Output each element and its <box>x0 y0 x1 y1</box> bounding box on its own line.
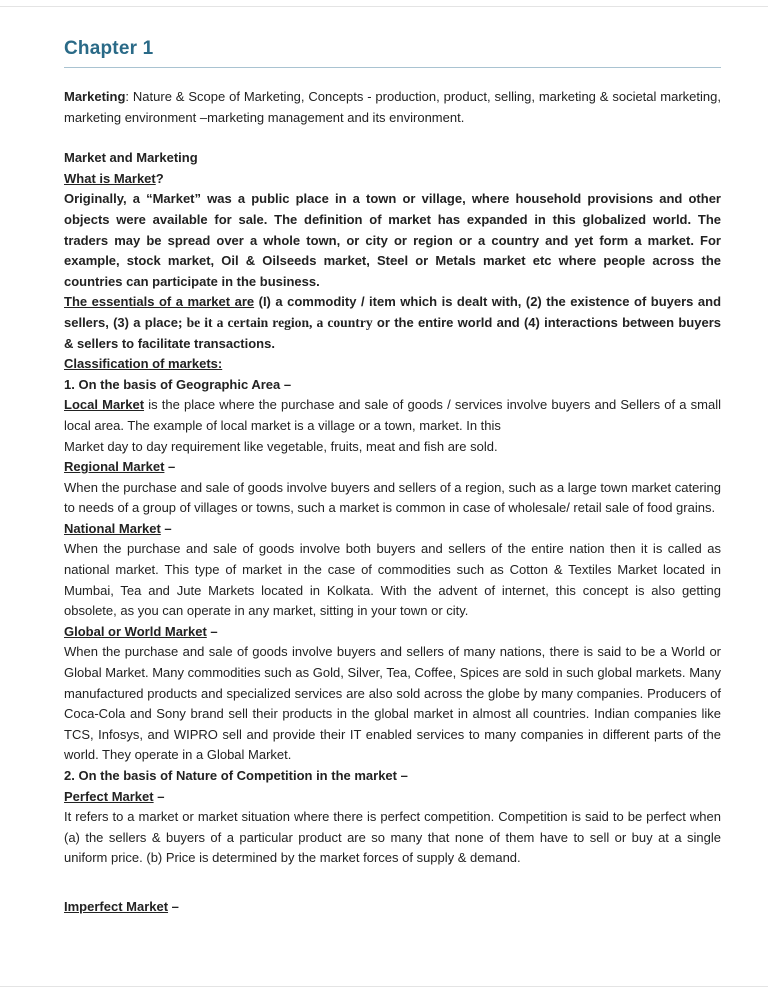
regional-market-term: Regional Market <box>64 459 165 475</box>
global-market-term: Global or World Market <box>64 623 207 639</box>
global-market-dash: – <box>206 623 218 639</box>
heading-regional-market <box>64 457 721 478</box>
page-edge-top <box>0 6 768 7</box>
what-is-market-qmark: ? <box>155 170 164 186</box>
regional-market-paragraph: When the purchase and sale of goods involve buyers and sellers of a region, such as a large town market catering to needs of a group of villages or towns, such a market is common in case of wholesale/ retail sale of food grains. <box>64 479 721 516</box>
heading-competition-basis: 2. On the basis of Nature of Competition in the market – <box>64 768 408 783</box>
heading-national-market <box>64 519 721 540</box>
heading-perfect-market <box>64 787 721 808</box>
course-scope-paragraph <box>64 87 721 128</box>
perfect-market-paragraph: It refers to a market or market situation where there is perfect competition. Competition is said to be perfect when (a) the sellers & buyers of a particular product are so many that none of them have to sell or buy at a single uniform price. (b) Price is determined by the market forces of supply & demand. <box>64 809 721 866</box>
market-essentials-paragraph <box>64 292 721 354</box>
course-scope-lead: Marketing <box>64 89 126 104</box>
national-market-dash: – <box>160 520 172 536</box>
local-market-continued: Market day to day requirement like vegetable, fruits, meat and fish are sold. <box>64 438 498 454</box>
heading-market-and-marketing: Market and Marketing <box>64 150 198 166</box>
what-is-market-text: What is Market <box>64 170 156 186</box>
local-market-paragraph <box>64 395 721 436</box>
page-edge-bottom <box>0 986 768 987</box>
market-essentials-serif-phrase: ; be it a certain region, a country <box>178 314 373 330</box>
local-market-text: is the place where the purchase and sale of goods / services involve buyers and Sellers of a small local area. The example of local market is a village or a town, market. In this <box>64 397 721 433</box>
local-market-term: Local Market <box>64 397 145 413</box>
perfect-market-dash: – <box>153 788 165 804</box>
heading-geographic-basis: 1. On the basis of Geographic Area – <box>64 376 292 392</box>
imperfect-market-dash: – <box>168 898 179 914</box>
national-market-paragraph: When the purchase and sale of goods involve both buyers and sellers of the entire nation then it is called as national market. This type of market in the case of commodities such as Cotton & Textiles Market located in Mumbai, Tea and Jute Markets located in Kolkata. With the advent of internet, this concept is also getting obsolete, as you can operate in any market, sitting in your town or city. <box>64 541 721 619</box>
heading-classification-text: Classification of markets: <box>64 356 223 372</box>
market-essentials-part1: (I) a commodity / item which is dealt with, (2) the existence of buyers and sellers, (3) a place <box>64 294 722 330</box>
heading-classification <box>64 354 721 375</box>
national-market-term: National Market <box>64 520 161 536</box>
regional-market-dash: – <box>164 459 176 475</box>
perfect-market-term: Perfect Market <box>64 788 154 804</box>
market-essentials-lead: The essentials of a market are <box>64 294 255 310</box>
chapter-title: Chapter 1 <box>64 38 721 68</box>
heading-global-market <box>64 622 721 643</box>
heading-what-is-market <box>64 169 721 190</box>
course-scope-text: : Nature & Scope of Marketing, Concepts - production, product, selling, marketing & societal marketing, marketing environment –marketing management and its environment. <box>64 89 721 125</box>
heading-imperfect-market <box>64 897 721 918</box>
market-essentials-part2: or the entire world and (4) interactions between buyers & sellers to facilitate transactions. <box>64 314 721 351</box>
imperfect-market-term: Imperfect Market <box>64 898 169 914</box>
market-definition-paragraph: Originally, a “Market” was a public place in a town or village, where household provisions and other objects were available for sale. The definition of market has expanded in this globalized world. The traders may be spread over a whole town, or city or region or a country and yet form a market. For example, stock market, Oil & Oilseeds market, Steel or Metals market etc where people across the countries can participate in the business. <box>64 191 721 289</box>
global-market-paragraph: When the purchase and sale of goods involve buyers and sellers of many nations, there is said to be a World or Global Market. Many commodities such as Gold, Silver, Tea, Coffee, Spices are sold in such global markets. Many manufactured products and specialized services are also sold across the globe by many companies. Producers of Coca-Cola and Sony brand sell their products in the global market in almost all countries. Indian companies like TCS, Infosys, and WIPRO sell and provide their IT enabled services to many companies in different parts of the world. They operate in a Global Market. <box>64 644 721 763</box>
